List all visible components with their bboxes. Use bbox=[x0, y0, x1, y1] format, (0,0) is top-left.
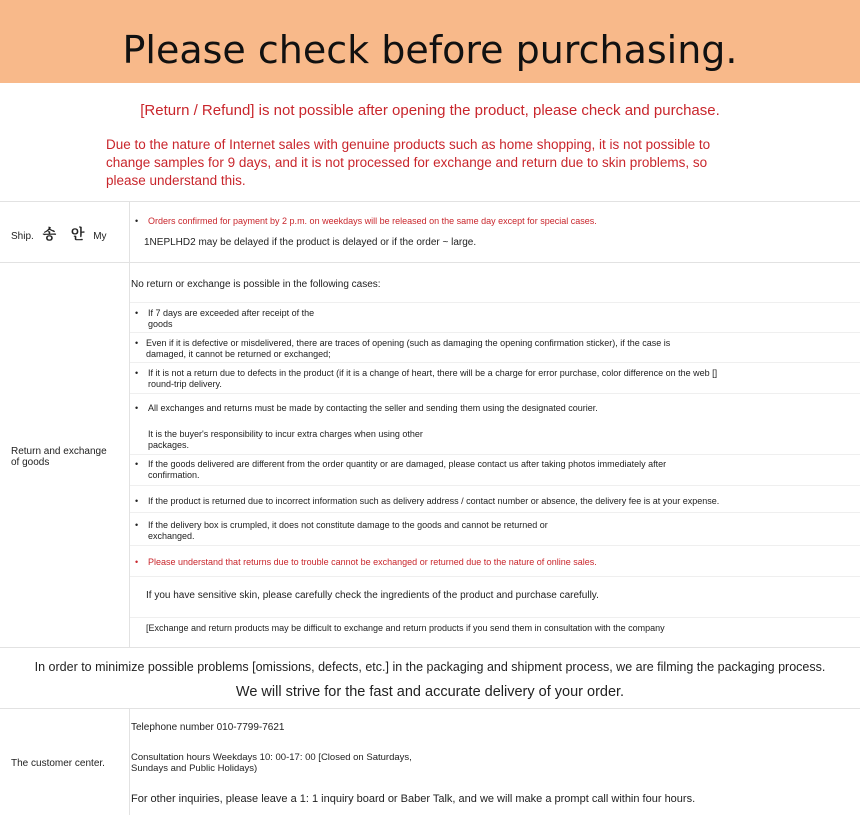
row-divider bbox=[130, 485, 860, 486]
row-divider bbox=[130, 617, 860, 618]
row-divider bbox=[130, 545, 860, 546]
other-inquiries: For other inquiries, please leave a 1: 1 inquiry board or Baber Talk, and we will make a prompt call within four hours. bbox=[131, 793, 696, 805]
consultation-notice: [Exchange and return products may be difficult to exchange and return products if you send them in consultation with the company bbox=[146, 623, 665, 633]
bullet: • bbox=[135, 368, 139, 378]
returns-label: Return and exchange of goods bbox=[11, 446, 107, 468]
bullet: • bbox=[135, 216, 139, 226]
list-item: • If it is not a return due to defects in the product (if it is a change of heart, there will be a charge for error purchase, color difference on the web [] round-trip delivery. bbox=[135, 368, 718, 389]
returns-intro: No return or exchange is possible in the following cases: bbox=[131, 279, 381, 290]
shipping-label bbox=[11, 224, 107, 244]
header-banner bbox=[0, 0, 860, 83]
list-item: • All exchanges and returns must be made by contacting the seller and sending them using the designated courier. bbox=[135, 403, 598, 413]
bullet: • bbox=[135, 308, 139, 318]
phone-number: Telephone number 010-7799-7621 bbox=[131, 722, 285, 733]
bullet: • bbox=[135, 557, 139, 567]
list-item: It is the buyer's responsibility to incur extra charges when using other packages. bbox=[148, 429, 423, 450]
refund-notice: [Return / Refund] is not possible after opening the product, please check and purchase. bbox=[140, 102, 720, 119]
sensitive-skin-notice: If you have sensitive skin, please carefully check the ingredients of the product and purchase carefully. bbox=[146, 590, 599, 601]
bullet: • bbox=[135, 338, 139, 348]
consultation-hours: Consultation hours Weekdays 10: 00-17: 00 [Closed on Saturdays, Sundays and Public Holidays) bbox=[131, 752, 412, 774]
bullet: • bbox=[135, 520, 139, 530]
shipping-label-kr2: 안 bbox=[70, 227, 85, 243]
bullet: • bbox=[135, 459, 139, 469]
page-title: Please check before purchasing. bbox=[122, 28, 738, 72]
row-divider bbox=[130, 576, 860, 577]
list-item: • If the delivery box is crumpled, it does not constitute damage to the goods and cannot be returned or exchanged. bbox=[135, 520, 548, 541]
row-divider bbox=[130, 393, 860, 394]
column-divider bbox=[129, 201, 130, 647]
list-item: • If 7 days are exceeded after receipt of the goods bbox=[135, 308, 315, 329]
shipping-label-my: My bbox=[93, 231, 107, 242]
shipping-delay-note: 1NEPLHD2 may be delayed if the product is delayed or if the order ~ large. bbox=[144, 237, 477, 248]
row-divider bbox=[130, 362, 860, 363]
list-item: • Even if it is defective or misdelivered, there are traces of opening (such as damaging the opening confirmation sticker), if the case is damaged, it cannot be returned or exchanged; bbox=[135, 338, 671, 359]
list-item: • If the goods delivered are different from the order quantity or are damaged, please contact us after taking photos immediately after confirmation. bbox=[135, 459, 667, 480]
divider bbox=[0, 647, 860, 648]
column-divider bbox=[129, 708, 130, 815]
bullet: • bbox=[135, 403, 139, 413]
nature-notice: Due to the nature of Internet sales with genuine products such as home shopping, it is not possible to change samples for 9 days, and it is not processed for exchange and return due to skin problems, so please understand this. bbox=[106, 137, 711, 188]
row-divider bbox=[130, 512, 860, 513]
shipping-label-ship: Ship. bbox=[11, 231, 34, 242]
shipping-note: • Orders confirmed for payment by 2 p.m. on weekdays will be released on the same day except for special cases. bbox=[135, 216, 597, 226]
filming-notice: In order to minimize possible problems [omissions, defects, etc.] in the packaging and shipment process, we are filming the packaging process. bbox=[34, 660, 826, 674]
delivery-promise: We will strive for the fast and accurate delivery of your order. bbox=[235, 684, 625, 700]
row-divider bbox=[130, 332, 860, 333]
list-item: • Please understand that returns due to trouble cannot be exchanged or returned due to the nature of online sales. bbox=[135, 557, 597, 567]
bullet: • bbox=[135, 496, 139, 506]
customer-center-label: The customer center. bbox=[11, 758, 105, 769]
row-divider bbox=[130, 454, 860, 455]
shipping-label-kr1: 송 bbox=[42, 227, 57, 243]
list-item: • If the product is returned due to incorrect information such as delivery address / contact number or absence, the delivery fee is at your expense. bbox=[135, 496, 720, 506]
row-divider bbox=[130, 302, 860, 303]
